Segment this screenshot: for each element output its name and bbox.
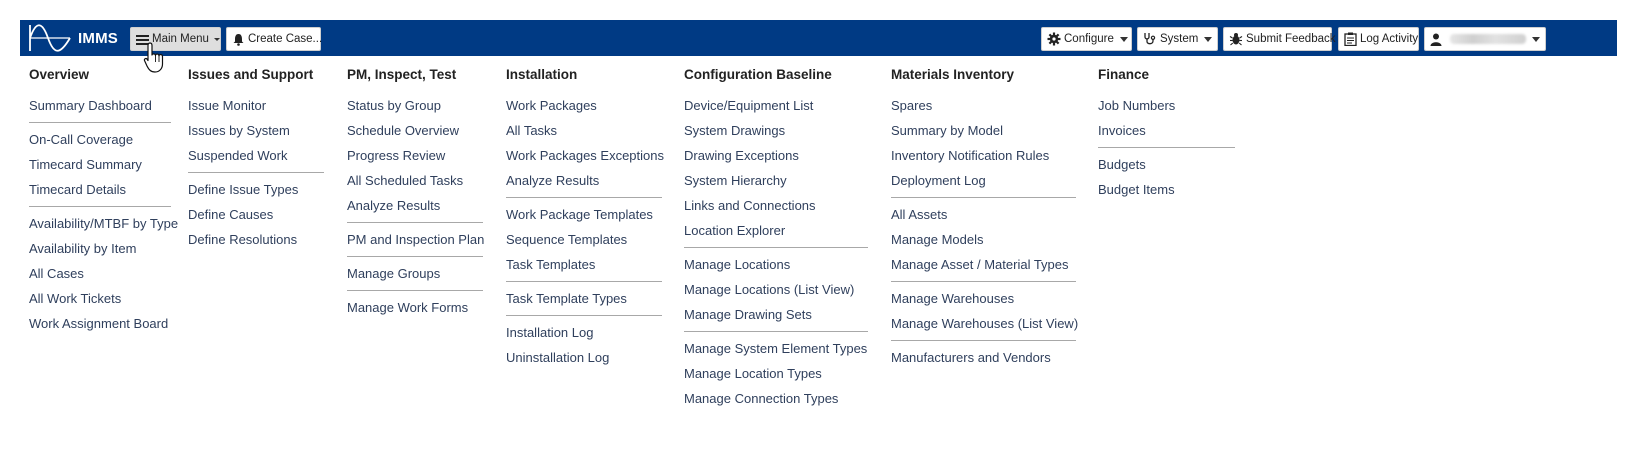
menu-item-work-package-templates[interactable]: Work Package Templates <box>506 207 653 222</box>
top-navbar <box>20 20 1617 56</box>
user-account-button[interactable] <box>1424 27 1546 51</box>
menu-column-pm-inspect-test <box>347 64 483 320</box>
menu-divider <box>29 122 171 123</box>
menu-column-overview <box>29 64 179 336</box>
main-menu-label: Main Menu <box>152 33 209 45</box>
configure-label: Configure <box>1064 33 1114 45</box>
menu-item-manage-locations[interactable]: Manage Locations <box>684 257 791 272</box>
menu-column-finance <box>1098 64 1235 202</box>
menu-item-job-numbers[interactable]: Job Numbers <box>1098 98 1176 113</box>
menu-item-pm-and-inspection-plan[interactable]: PM and Inspection Plan <box>347 232 485 247</box>
chevron-down-icon <box>1204 37 1212 42</box>
menu-divider <box>684 247 868 248</box>
menu-item-schedule-overview[interactable]: Schedule Overview <box>347 123 459 138</box>
menu-item-manage-drawing-sets[interactable]: Manage Drawing Sets <box>684 307 812 322</box>
menu-divider <box>347 256 483 257</box>
stethoscope-icon <box>1143 32 1157 46</box>
menu-item-analyze-results[interactable]: Analyze Results <box>347 198 441 213</box>
menu-item-uninstallation-log[interactable]: Uninstallation Log <box>506 350 610 365</box>
menu-item-manage-work-forms[interactable]: Manage Work Forms <box>347 300 469 315</box>
logo-icon <box>28 23 72 53</box>
menu-divider <box>506 281 662 282</box>
menu-divider <box>891 340 1076 341</box>
menu-item-all-work-tickets[interactable]: All Work Tickets <box>29 291 122 306</box>
menu-divider <box>1098 147 1235 148</box>
menu-item-suspended-work[interactable]: Suspended Work <box>188 148 288 163</box>
configure-button[interactable] <box>1041 27 1132 51</box>
chevron-down-icon <box>214 38 220 41</box>
menu-item-drawing-exceptions[interactable]: Drawing Exceptions <box>684 148 799 163</box>
menu-item-timecard-summary[interactable]: Timecard Summary <box>29 157 142 172</box>
menu-item-issues-by-system[interactable]: Issues by System <box>188 123 290 138</box>
menu-item-work-assignment-board[interactable]: Work Assignment Board <box>29 316 169 331</box>
menu-divider <box>347 290 483 291</box>
menu-item-budget-items[interactable]: Budget Items <box>1098 182 1175 197</box>
user-name-blurred <box>1450 34 1526 44</box>
menu-item-all-assets[interactable]: All Assets <box>891 207 948 222</box>
bug-icon <box>1229 32 1243 46</box>
menu-divider <box>29 206 171 207</box>
menu-item-manage-models[interactable]: Manage Models <box>891 232 984 247</box>
submit-feedback-label: Submit Feedback <box>1246 33 1336 45</box>
menu-item-system-drawings[interactable]: System Drawings <box>684 123 786 138</box>
menu-item-issue-monitor[interactable]: Issue Monitor <box>188 98 267 113</box>
menu-item-analyze-results[interactable]: Analyze Results <box>506 173 600 188</box>
menu-column-heading: Installation <box>506 67 578 82</box>
menu-item-work-packages[interactable]: Work Packages <box>506 98 597 113</box>
create-case-label: Create Case... <box>248 33 323 45</box>
menu-item-define-issue-types[interactable]: Define Issue Types <box>188 182 299 197</box>
menu-item-links-and-connections[interactable]: Links and Connections <box>684 198 816 213</box>
menu-column-heading: Issues and Support <box>188 67 314 82</box>
menu-item-on-call-coverage[interactable]: On-Call Coverage <box>29 132 134 147</box>
menu-item-budgets[interactable]: Budgets <box>1098 157 1146 172</box>
menu-item-define-resolutions[interactable]: Define Resolutions <box>188 232 298 247</box>
menu-item-system-hierarchy[interactable]: System Hierarchy <box>684 173 787 188</box>
menu-item-task-template-types[interactable]: Task Template Types <box>506 291 627 306</box>
app-brand: IMMS <box>78 30 118 47</box>
menu-divider <box>506 197 662 198</box>
log-activity-button[interactable] <box>1338 27 1419 51</box>
menu-divider <box>891 281 1076 282</box>
menu-item-status-by-group[interactable]: Status by Group <box>347 98 441 113</box>
system-label: System <box>1160 33 1199 45</box>
menu-item-manufacturers-and-vendors[interactable]: Manufacturers and Vendors <box>891 350 1051 365</box>
menu-item-progress-review[interactable]: Progress Review <box>347 148 446 163</box>
menu-divider <box>188 172 324 173</box>
menu-item-manage-connection-types[interactable]: Manage Connection Types <box>684 391 839 406</box>
menu-item-all-cases[interactable]: All Cases <box>29 266 84 281</box>
menu-item-spares[interactable]: Spares <box>891 98 933 113</box>
menu-column-installation <box>506 64 662 370</box>
menu-item-manage-asset-material-types[interactable]: Manage Asset / Material Types <box>891 257 1069 272</box>
menu-column-configuration-baseline <box>684 64 868 411</box>
menu-item-work-packages-exceptions[interactable]: Work Packages Exceptions <box>506 148 664 163</box>
menu-item-availability-mtbf-by-type[interactable]: Availability/MTBF by Type <box>29 216 179 231</box>
menu-item-manage-groups[interactable]: Manage Groups <box>347 266 441 281</box>
menu-divider <box>684 331 868 332</box>
chevron-down-icon <box>1532 37 1540 42</box>
log-activity-label: Log Activity <box>1360 33 1419 45</box>
menu-item-sequence-templates[interactable]: Sequence Templates <box>506 232 628 247</box>
chevron-down-icon <box>1120 37 1128 42</box>
menu-item-manage-warehouses[interactable]: Manage Warehouses <box>891 291 1015 306</box>
menu-item-all-tasks[interactable]: All Tasks <box>506 123 558 138</box>
menu-column-heading: Overview <box>29 67 90 82</box>
menu-column-heading: Finance <box>1098 67 1150 82</box>
menu-item-inventory-notification-rules[interactable]: Inventory Notification Rules <box>891 148 1050 163</box>
menu-item-location-explorer[interactable]: Location Explorer <box>684 223 786 238</box>
menu-column-materials-inventory <box>891 64 1079 370</box>
menu-divider <box>891 197 1076 198</box>
menu-item-installation-log[interactable]: Installation Log <box>506 325 594 340</box>
menu-item-availability-by-item[interactable]: Availability by Item <box>29 241 137 256</box>
menu-item-define-causes[interactable]: Define Causes <box>188 207 274 222</box>
menu-item-manage-warehouses-list-view[interactable]: Manage Warehouses (List View) <box>891 316 1079 331</box>
submit-feedback-button[interactable] <box>1223 27 1336 51</box>
menu-column-heading: Materials Inventory <box>891 67 1015 82</box>
gear-icon <box>1047 32 1061 46</box>
menu-item-task-templates[interactable]: Task Templates <box>506 257 596 272</box>
menu-column-heading: Configuration Baseline <box>684 67 832 82</box>
menu-item-deployment-log[interactable]: Deployment Log <box>891 173 986 188</box>
clipboard-icon <box>1344 32 1357 46</box>
menu-item-manage-system-element-types[interactable]: Manage System Element Types <box>684 341 868 356</box>
menu-item-summary-dashboard[interactable]: Summary Dashboard <box>29 98 152 113</box>
menu-item-device-equipment-list[interactable]: Device/Equipment List <box>684 98 814 113</box>
create-case-button[interactable] <box>226 27 321 51</box>
menu-divider <box>347 222 483 223</box>
menu-item-manage-locations-list-view[interactable]: Manage Locations (List View) <box>684 282 855 297</box>
menu-item-manage-location-types[interactable]: Manage Location Types <box>684 366 822 381</box>
menu-item-summary-by-model[interactable]: Summary by Model <box>891 123 1003 138</box>
menu-column-issues-and-support <box>188 64 324 252</box>
system-button[interactable] <box>1137 27 1218 51</box>
bell-icon <box>232 33 245 46</box>
menu-item-timecard-details[interactable]: Timecard Details <box>29 182 127 197</box>
user-icon <box>1430 33 1442 46</box>
menu-divider <box>506 315 662 316</box>
menu-item-invoices[interactable]: Invoices <box>1098 123 1146 138</box>
menu-item-all-scheduled-tasks[interactable]: All Scheduled Tasks <box>347 173 464 188</box>
menu-column-heading: PM, Inspect, Test <box>347 67 457 82</box>
